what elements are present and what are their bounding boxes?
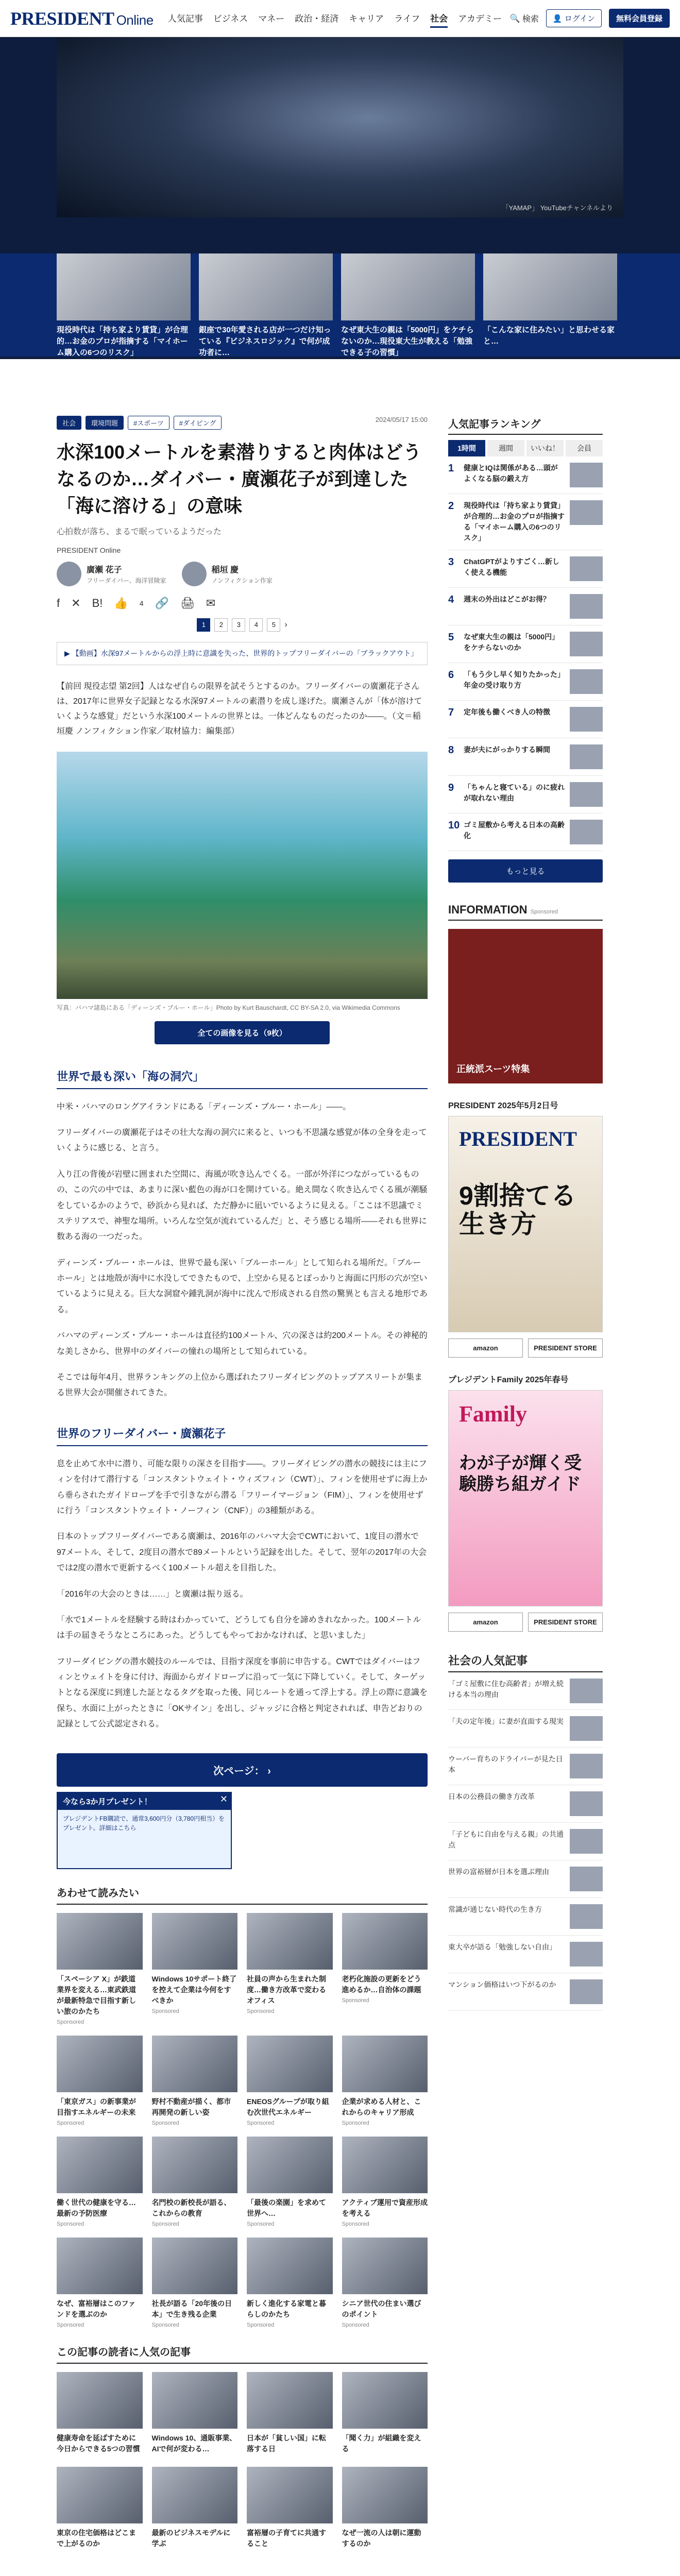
family-cover[interactable]: Family わが子が輝く受験勝ち組ガイド (448, 1390, 603, 1606)
thumbnail (152, 2238, 238, 2294)
site-logo[interactable]: PRESIDENT Online (10, 8, 154, 29)
link-icon[interactable]: 🔗 (155, 596, 169, 609)
tab-weekly[interactable]: 週間 (487, 440, 524, 456)
avatar (182, 562, 207, 586)
thumbnail (57, 2137, 143, 2193)
item-title: Windows 10、通販事業、AIで何が変わる… (151, 2433, 237, 2453)
hero-card[interactable]: 「こんな家に住みたい」と思わせる家と… (483, 253, 617, 357)
video-caption: 「YAMAP」 YouTubeチャンネルより (502, 204, 613, 212)
social-title: 東大卒が語る「勉強しない自由」 (448, 1943, 556, 1951)
tab-members[interactable]: 会員 (566, 440, 603, 456)
sponsored-label: Sponsored (342, 2321, 369, 2328)
ranking-item[interactable] (448, 663, 603, 701)
like-count: 4 (139, 599, 144, 607)
ranking-item[interactable] (448, 625, 603, 663)
family-date: プレジデントFamily 2025年春号 (448, 1376, 569, 1384)
item-title: 企業が求める人材と、これからのキャリア形成 (342, 2097, 421, 2116)
social-title: マンション価格はいつ下がるのか (448, 1980, 556, 1989)
item-title: 「東京ガス」の新事業が目指すエネルギーの未来 (57, 2097, 136, 2116)
hero-carousel (0, 253, 680, 357)
nav-academy[interactable]: アカデミー (458, 13, 502, 24)
hero-card[interactable]: 銀座で30年愛される店が一つだけ知っている『ビジネスロジック』で何が成功者に… (199, 253, 333, 357)
item-title: 名門校の新校長が語る、これからの教育 (151, 2198, 231, 2217)
item-title: 老朽化施設の更新をどう進めるか…自治体の課題 (342, 1974, 421, 1994)
item-title: 最新のビジネスモデルに学ぶ (151, 2528, 231, 2548)
paragraph: ディーンズ・ブルー・ホールは、世界で最も深い「ブルーホール」として知られる場所だ。「ブルーホール」とは地殻が海中に水没してできたもので、上空から見るとぽっかりと海面に円形の穴が空いているように見える。巨大な洞窟や鍾乳洞が海中に沈んで形成される自然の驚異とも言える地形である。 (57, 1258, 428, 1314)
paragraph: 「2016年の大会のときは……」と廣瀬は振り返る。 (57, 1589, 248, 1599)
share-bar (57, 597, 428, 610)
sponsored-label: Sponsored (342, 2221, 369, 2227)
paragraph: 日本のトップフリーダイバーである廣瀬は、2016年のバハマ大会でCWTにおいて、1度目の潜水で97メートル、そして、2度目の潜水で89メートルという記録を出した。そして、翌年の2017年の大会では2度の潜水で更新するべく100メートル超えを目指した。 (57, 1532, 427, 1573)
thumbnail (570, 1867, 603, 1891)
like-icon[interactable]: 👍 (114, 596, 128, 609)
page-1[interactable]: 1 (197, 618, 210, 632)
sponsored-label: Sponsored (151, 2321, 179, 2328)
hero-card-thumb (57, 253, 191, 320)
sponsored-label: Sponsored (342, 1997, 369, 2004)
list-item[interactable] (57, 2372, 143, 2456)
social-item[interactable] (448, 1672, 603, 1710)
thumbnail (342, 2372, 428, 2429)
sponsored-label: Sponsored (57, 2221, 84, 2227)
nav-society[interactable]: 社会 (430, 9, 448, 28)
sponsored-label: Sponsored (151, 2008, 179, 2014)
rank-title: 妻が夫にがっかりする瞬間 (464, 745, 550, 754)
ranking-more-button[interactable]: もっと見る (448, 859, 603, 883)
nav-politics[interactable]: 政治・経済 (295, 13, 339, 24)
ranking-heading: 人気記事ランキング (448, 416, 603, 435)
social-title: 日本の公務員の働き方改革 (448, 1792, 535, 1801)
nav-business[interactable]: ビジネス (213, 13, 248, 24)
thumbnail (570, 1716, 603, 1741)
list-item[interactable] (247, 2238, 333, 2328)
rank-number: 2 (448, 500, 454, 512)
item-title: なぜ一流の人は朝に運動するのか (342, 2528, 421, 2548)
thumbnail (570, 556, 603, 581)
list-item[interactable] (342, 2238, 428, 2328)
thumbnail (57, 2467, 143, 2523)
thumbnail (570, 669, 603, 694)
thumbnail (247, 2137, 333, 2193)
store-button[interactable]: PRESIDENT STORE (528, 1613, 603, 1632)
list-item[interactable] (152, 2372, 238, 2456)
hero-card[interactable]: 現役時代は「持ち家より賃貸」が合理的…お金のプロが指摘する「マイホーム購入の6つのリスク」 (57, 253, 191, 357)
thumbnail (570, 594, 603, 619)
tag-topic[interactable]: 環境問題 (86, 416, 124, 430)
related-video-link[interactable]: ▶ 【動画】水深97メートルからの浮上時に意識を失った、世界的トップフリーダイバーの「ブラックアウト」 (57, 642, 428, 666)
rank-title: 「もう少し早く知りたかった」年金の受け取り方 (464, 670, 565, 689)
item-title: 社長が語る「20年後の日本」で生き残る企業 (151, 2299, 232, 2318)
nav-life[interactable]: ライフ (394, 13, 420, 24)
thumbnail (570, 500, 603, 525)
tag-category[interactable]: 社会 (57, 416, 81, 430)
thumbnail (570, 632, 603, 656)
chevron-right-icon: › (267, 1765, 271, 1777)
paragraph: 中米・バハマのロングアイランドにある「ディーンズ・ブルー・ホール」――。 (57, 1102, 351, 1111)
article-subtitle: 心拍数が落ち、まるで眠っているようだった (57, 527, 222, 536)
magazine-buy-links (448, 1338, 603, 1358)
ranking-item[interactable] (448, 738, 603, 776)
content-container (0, 416, 680, 2551)
rank-title: 現役時代は「持ち家より賃貸」が合理的…お金のプロが指摘する「マイホーム購入の6つのリスク」 (464, 501, 565, 542)
social-item[interactable] (448, 1710, 603, 1748)
item-title: 日本が「貧しい国」に転落する日 (247, 2433, 326, 2453)
list-item[interactable] (57, 1913, 143, 2025)
rank-number: 1 (448, 463, 454, 474)
ranking-item[interactable] (448, 494, 603, 550)
social-title: ウーバー育ちのドライバーが見た日本 (448, 1755, 563, 1774)
hero-card-thumb (341, 253, 475, 320)
thumbnail (570, 1754, 603, 1778)
x-icon[interactable]: ✕ (71, 596, 81, 609)
thumbnail (57, 2036, 143, 2092)
paragraph: フリーダイビングの潜水競技のルールでは、目指す深度を事前に申告する。CWTではダイバーはフィンとウェイトを身に付け、海面からガイドロープに沿って一気に下降していく。そして、ターゲットとなる深度に到達した証となるタグを取った後、同じルートを通って浮上する。浮上の際に意識を保ち、水面に上がったときに「OKサイン」を出し、ジャッジに合格と判定されれば、申告どおりの記録として公式認定される。 (57, 1657, 428, 1729)
list-item[interactable] (152, 2467, 238, 2551)
section-heading: 世界のフリーダイバー・廣瀬花子 (57, 1425, 428, 1446)
ranking-list (448, 456, 603, 851)
store-button[interactable]: PRESIDENT STORE (528, 1338, 603, 1358)
social-item[interactable] (448, 1898, 603, 1936)
user-icon: 👤 (552, 14, 563, 23)
thumbnail (247, 2467, 333, 2523)
thumbnail (152, 2372, 238, 2429)
article-title: 水深100メートルを素潜りすると肉体はどうなるのか…ダイバー・廣瀬花子が到達した「海に溶ける」の意味 (57, 442, 422, 517)
sponsored-label: Sponsored (151, 2221, 179, 2227)
thumbnail (570, 707, 603, 732)
sponsored-label: Sponsored (247, 2321, 275, 2328)
author-card[interactable]: 稲垣 慶 ノンフィクション作家 (182, 562, 273, 586)
thumbnail (247, 1913, 333, 1970)
chevron-right-icon[interactable]: › (284, 620, 287, 629)
gallery-button[interactable]: 全ての画像を見る（9枚） (155, 1021, 330, 1044)
rank-title: 「ちゃんと寝ている」のに疲れが取れない理由 (464, 783, 565, 802)
paragraph: そこでは毎年4月、世界ランキングの上位から選ばれたフリーダイビングのトップアスリートが集まる世界大会が開催されてきた。 (57, 1373, 423, 1398)
nav-money[interactable]: マネー (258, 13, 285, 24)
search-button[interactable]: 🔍 検索 (509, 14, 539, 24)
information-ad[interactable]: 正統派スーツ特集 (448, 929, 603, 1083)
login-button[interactable]: 👤 ログイン (546, 9, 602, 27)
thumbnail (570, 1979, 603, 2004)
pagination-top (57, 618, 428, 632)
thumbnail (570, 463, 603, 487)
author-list (57, 562, 428, 586)
author-card[interactable]: 廣瀬 花子 フリーダイバー、海洋冒険家 (57, 562, 166, 586)
rank-title: ChatGPTがよりすごく…新しく使える機能 (464, 557, 559, 577)
rank-title: なぜ東大生の親は「5000円」をケチらないのか (464, 633, 559, 652)
magazine-date: PRESIDENT 2025年5月2日号 (448, 1101, 558, 1110)
paragraph: バハマのディーンズ・ブルー・ホールは直径約100メートル、穴の深さは約200メートル。その神秘的な美しさから、世界中のダイバーの憧れの場所として知られている。 (57, 1331, 428, 1356)
ranking-item[interactable] (448, 701, 603, 738)
sponsored-label: Sponsored (57, 2321, 84, 2328)
hero-card[interactable]: なぜ東大生の親は「5000円」をケチらないのか…現役東大生が教える「勉強できる子の習慣」 (341, 253, 475, 357)
item-title: 「聞く力」が組織を変える (342, 2433, 421, 2453)
list-item[interactable] (57, 2036, 143, 2126)
item-title: 働く世代の健康を守る…最新の予防医療 (57, 2198, 136, 2217)
page-3[interactable]: 3 (232, 618, 245, 632)
popular-grid (57, 2372, 428, 2551)
popular-heading: この記事の読者に人気の記事 (57, 2344, 428, 2364)
nav-career[interactable]: キャリア (349, 13, 384, 24)
list-item[interactable] (152, 2137, 238, 2227)
thumbnail (152, 2137, 238, 2193)
social-item[interactable] (448, 1973, 603, 2011)
sponsored-label: Sponsored (57, 2120, 84, 2126)
article-source: PRESIDENT Online (57, 546, 121, 554)
social-title: 「夫の定年後」に妻が直面する現実 (448, 1717, 564, 1725)
list-item[interactable] (342, 2036, 428, 2126)
section-heading: 世界で最も深い「海の洞穴」 (57, 1068, 428, 1089)
social-title: 常識が通じない時代の生き方 (448, 1905, 542, 1913)
nav-popular[interactable]: 人気記事 (167, 13, 203, 24)
item-title: 富裕層の子育てに共通すること (247, 2528, 326, 2548)
thumbnail (570, 820, 603, 844)
item-title: 社員の声から生まれた制度…働き方改革で変わるオフィス (247, 1974, 326, 2005)
tab-hourly[interactable]: 1時間 (448, 440, 485, 456)
avatar (57, 562, 81, 586)
header-actions (510, 9, 670, 28)
site-header (0, 0, 680, 37)
rank-number: 4 (448, 594, 454, 605)
amazon-button[interactable]: amazon (448, 1613, 523, 1632)
thumbnail (57, 2238, 143, 2294)
tag-diving[interactable]: #ダイビング (174, 416, 222, 430)
thumbnail (342, 2467, 428, 2523)
thumbnail (342, 2036, 428, 2092)
rank-number: 3 (448, 556, 454, 568)
item-title: ENEOSグループが取り組む次世代エネルギー (247, 2097, 329, 2116)
social-item[interactable] (448, 1936, 603, 1973)
information-heading: INFORMATION Sponsored (448, 903, 603, 921)
list-item[interactable] (342, 2467, 428, 2551)
ranking-item[interactable] (448, 588, 603, 625)
rank-number: 6 (448, 669, 454, 681)
sponsored-label: Sponsored (247, 2120, 275, 2126)
thumbnail (152, 1913, 238, 1970)
thumbnail (570, 1679, 603, 1703)
article-lead: 【前回 現役志望 第2回】人はなぜ自らの限界を試そうとするのか。フリーダイバーの廣瀬花子さんは、2017年に世界女子記録となる水深97メートルの素潜りを成し遂げた。廣瀬さんが「体が溶けていくような感覚」だという水深100メートルの世界とは。一体どんなものだったのか――。（文＝稲垣慶 ノンフィクション作家／取材協力：編集部） (57, 682, 422, 736)
sponsored-label: Sponsored (57, 2019, 84, 2025)
rank-title: 定年後も働くべき人の特徴 (464, 708, 550, 716)
item-title: 「スペーシア X」が鉄道業界を変える…東武鉄道が最新特急で目指す新しい旅のかたち (57, 1974, 136, 2015)
paragraph: 入り江の背後が岩壁に囲まれた空間に、海風が吹き込んでくる。一部が外洋につながっているものの、この穴の中では、あまりに深い藍色の海が口を開けている。絶え間なく吹き込んでくる風が潮騒をしているかのようで、砂浜から見れば、ただ静かに凪いでいるように見える。「ここは不思議でミステリアスで、神聖な場所。いろんな空気が流れているんだ」と、そう感じる場所――それも世界に数ある海の一つだった。 (57, 1170, 428, 1242)
list-item[interactable] (57, 2238, 143, 2328)
list-item[interactable] (57, 2467, 143, 2551)
ranking-item[interactable] (448, 814, 603, 851)
list-item[interactable] (57, 2137, 143, 2227)
social-title: 世界の富裕層が日本を選ぶ理由 (448, 1868, 549, 1876)
list-item[interactable] (152, 2036, 238, 2126)
hatena-icon[interactable]: B! (92, 596, 103, 609)
rank-title: 週末の外出はどこがお得？ (464, 595, 550, 603)
thumbnail (342, 2137, 428, 2193)
thumbnail (570, 1791, 603, 1816)
list-item[interactable] (342, 2137, 428, 2227)
ranking-item[interactable] (448, 550, 603, 588)
main-nav (168, 9, 502, 28)
rank-title: 健康とIQは関係がある…頭がよくなる脳の鍛え方 (464, 464, 558, 483)
item-title: 東京の住宅価格はどこまで上がるのか (57, 2528, 136, 2548)
list-item[interactable] (152, 1913, 238, 2025)
thumbnail (152, 2467, 238, 2523)
recommend-grid (57, 1913, 428, 2328)
next-page-button[interactable]: 次ページ： › (57, 1753, 428, 1787)
item-title: 野村不動産が描く、都市再開発の新しい姿 (151, 2097, 231, 2116)
item-title: 「最後の楽園」を求めて世界へ… (247, 2198, 326, 2217)
thumbnail (342, 1913, 428, 1970)
item-title: シニア世代の住まい選びのポイント (342, 2299, 421, 2318)
list-item[interactable] (247, 2372, 333, 2456)
item-title: なぜ、富裕層はこのファンドを選ぶのか (57, 2299, 136, 2318)
ranking-item[interactable] (448, 776, 603, 814)
rank-number: 7 (448, 707, 454, 718)
page-5[interactable]: 5 (267, 618, 280, 632)
rank-number: 10 (448, 820, 460, 831)
list-item[interactable] (247, 2137, 333, 2227)
rank-number: 5 (448, 632, 454, 643)
rank-title: ゴミ屋敷から考える日本の高齢化 (464, 821, 565, 840)
publish-date: 2024/05/17 15:00 (375, 416, 428, 423)
paragraph: 息を止めて水中に潜り、可能な限りの深さを目指す――。フリーダイビングの潜水の競技には主にフィンを付けて潜行する「コンスタントウェイト・ウィズフィン（CWT）」、フィンを使用せずに海上から垂らされたガイドロープを手で引きながら潜る「フリーイマージョン（FIM）」、フィンを使用せずに行う「コンスタントウェイト・ノーフィン（CNF）」の3種類がある。 (57, 1459, 428, 1515)
rank-number: 9 (448, 782, 454, 793)
thumbnail (57, 2372, 143, 2429)
hero-card-thumb (199, 253, 333, 320)
page-2[interactable]: 2 (214, 618, 228, 632)
list-item[interactable] (152, 2238, 238, 2328)
family-buy-links (448, 1613, 603, 1632)
print-icon[interactable]: 🖨 (180, 596, 195, 609)
article-main (57, 416, 428, 2551)
register-button[interactable]: 無料会員登録 (609, 9, 670, 28)
rank-number: 8 (448, 744, 454, 756)
recommend-heading: あわせて読みたい (57, 1885, 428, 1905)
thumbnail (247, 2238, 333, 2294)
search-icon: 🔍 (509, 14, 520, 23)
thumbnail (247, 2036, 333, 2092)
social-heading: 社会の人気記事 (448, 1652, 603, 1672)
sponsored-label: Sponsored (151, 2120, 179, 2126)
thumbnail (247, 2372, 333, 2429)
article-tags (57, 416, 428, 430)
social-list (448, 1672, 603, 2011)
social-item[interactable] (448, 1860, 603, 1898)
social-item[interactable] (448, 1823, 603, 1860)
article-photo[interactable] (57, 752, 428, 999)
item-title: アクティブ運用で資産形成を考える (342, 2198, 428, 2217)
hero-card-thumb (483, 253, 617, 320)
thumbnail (570, 744, 603, 769)
mail-icon[interactable]: ✉ (206, 596, 216, 609)
list-item[interactable] (247, 2467, 333, 2551)
close-icon[interactable]: ✕ (219, 1793, 228, 1804)
ranking-tabs (448, 440, 603, 456)
item-title: 健康寿命を延ばすために今日からできる5つの習慣 (57, 2433, 140, 2453)
ranking-item[interactable] (448, 456, 603, 494)
campaign-banner[interactable]: 今なら3か月プレゼント！ ✕ プレジデントFB購読で、通常3,600円分（3,780円相当）をプレゼント。詳細はこちら (57, 1792, 232, 1869)
hero-section (0, 37, 680, 359)
hero-video[interactable] (57, 37, 623, 217)
list-item[interactable] (247, 2036, 333, 2126)
tag-sports[interactable]: #スポーツ (128, 416, 169, 430)
sidebar (448, 416, 603, 2551)
thumbnail (570, 782, 603, 807)
sponsored-label: Sponsored (342, 2120, 369, 2126)
sponsored-label: Sponsored (247, 2008, 275, 2014)
item-title: 新しく進化する家電と暮らしのかたち (247, 2299, 326, 2318)
social-title: 「子どもに自由を与える親」の共通点 (448, 1830, 564, 1849)
amazon-button[interactable]: amazon (448, 1338, 523, 1358)
thumbnail (57, 1913, 143, 1970)
thumbnail (570, 1942, 603, 1967)
magazine-cover[interactable]: PRESIDENT 9割捨てる生き方 (448, 1116, 603, 1332)
social-item[interactable] (448, 1748, 603, 1785)
sponsored-label: Sponsored (247, 2221, 275, 2227)
social-title: 「ゴミ屋敷に住む高齢者」が増え続ける本当の理由 (448, 1680, 564, 1699)
paragraph: フリーダイバーの廣瀬花子はその壮大な海の洞穴に来ると、いつも不思議な感覚が体の全身を走っていくように感じる、と言う。 (57, 1128, 427, 1153)
photo-caption: 写真：バハマ諸島にある「ディーンズ・ブルー・ホール」Photo by Kurt Bauschardt, CC BY-SA 2.0, via Wikimedia Commons (57, 1004, 400, 1011)
list-item[interactable] (342, 1913, 428, 2025)
item-title: Windows 10サポート終了を控えて企業は今何をすべきか (151, 1974, 237, 2005)
list-item[interactable] (247, 1913, 333, 2025)
facebook-icon[interactable]: f (57, 596, 60, 609)
thumbnail (152, 2036, 238, 2092)
social-item[interactable] (448, 1785, 603, 1823)
list-item[interactable] (342, 2372, 428, 2456)
tab-likes[interactable]: いいね！ (526, 440, 564, 456)
thumbnail (342, 2238, 428, 2294)
thumbnail (570, 1829, 603, 1854)
thumbnail (570, 1904, 603, 1929)
page-4[interactable]: 4 (249, 618, 263, 632)
paragraph: 「水で1メートルを経験する時はわかっていて、どうしても自分を諦めきれなかった。100メートルは手の届きそうなところにあった。どうしてもやっておかなければ、と思いました」 (57, 1615, 421, 1640)
